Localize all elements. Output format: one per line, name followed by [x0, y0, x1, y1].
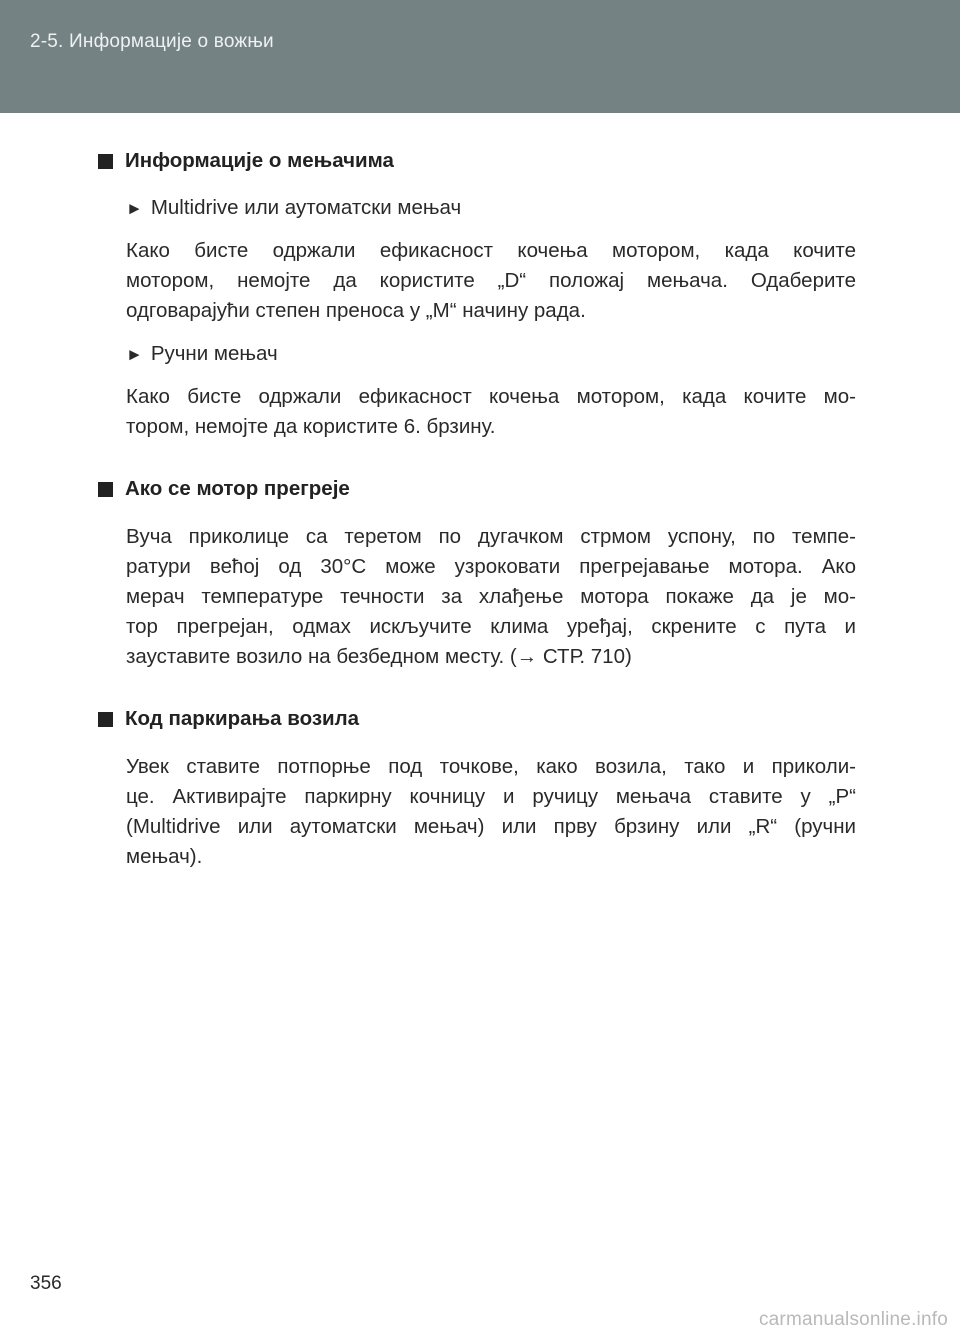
heading-text: Код паркирања возила: [125, 707, 360, 730]
paragraph-multidrive: [126, 236, 856, 326]
text-line: мотором, немојте да користите „D“ положај мењача. Одаберите: [126, 269, 856, 292]
text-line: мењач).: [126, 845, 203, 868]
section-title: 2-5. Информације о вожњи: [30, 31, 274, 52]
page-content: [98, 148, 856, 872]
heading-text: Информације о мењачима: [125, 149, 394, 172]
page-number: 356: [30, 1273, 62, 1294]
text-line: (Multidrive или аутоматски мењач) или прву брзину или „R“ (ручни: [126, 815, 856, 838]
triangle-right-icon: ►: [126, 345, 143, 364]
text-line: тор прегрејан, одмах искључите клима уређај, скрените с пута и: [126, 615, 856, 638]
heading-parking: [98, 706, 856, 732]
paragraph-overheat: [126, 522, 856, 672]
text-line: Како бисте одржали ефикасност кочења мотором, када кочите: [126, 239, 856, 262]
text-line: Како бисте одржали ефикасност кочења мотором, када кочите мо-: [126, 385, 856, 408]
page-header: [0, 0, 960, 113]
text-line: мерач температуре течности за хлађење мотора покаже да је мо-: [126, 585, 856, 608]
subheading-text: Multidrive или аутоматски мењач: [150, 196, 462, 219]
heading-engine-overheat: [98, 476, 856, 502]
watermark: carmanualsonline.info: [758, 1309, 948, 1330]
subheading-multidrive: [126, 194, 856, 223]
text-line: одговарајући степен преноса у „M“ начину рада.: [126, 299, 586, 322]
text-line: Увек ставите потпорње под точкове, како возила, тако и приколи-: [126, 755, 856, 778]
black-square-icon: [98, 154, 113, 169]
black-square-icon: [98, 482, 113, 497]
text-line: Вуча приколице са теретом по дугачком стрмом успону, по темпе-: [126, 525, 856, 548]
text-line: зауставите возило на безбедном месту. (→ СТР. 710): [126, 645, 632, 668]
paragraph-manual: [126, 382, 856, 442]
text-line: це. Активирајте паркирну кочницу и ручицу мењача ставите у „P“: [126, 785, 856, 808]
text-line: ратури већој од 30°C може узроковати прегрејавање мотора. Ако: [126, 555, 856, 578]
paragraph-parking: [126, 752, 856, 872]
text-line: тором, немојте да користите 6. брзину.: [126, 415, 496, 438]
heading-transmission-info: [98, 148, 856, 174]
heading-text: Ако се мотор прегреје: [125, 477, 350, 500]
subheading-manual: [126, 340, 856, 369]
subheading-text: Ручни мењач: [150, 342, 278, 365]
black-square-icon: [98, 712, 113, 727]
triangle-right-icon: ►: [126, 199, 143, 218]
